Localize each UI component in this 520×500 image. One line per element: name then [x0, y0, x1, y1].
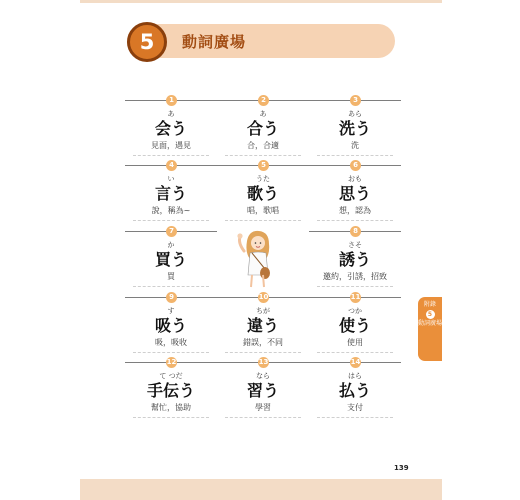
verb-meaning: 說，稱為~: [151, 206, 191, 215]
verb-number: 13: [258, 358, 269, 366]
dashed-divider: [225, 220, 301, 221]
verb-word: 使う: [338, 316, 371, 335]
dashed-divider: [317, 417, 393, 418]
verb-number: 10: [258, 293, 269, 301]
verb-meaning: 邀約，引誘，招致: [323, 272, 387, 281]
verb-number: 6: [350, 160, 361, 171]
chapter-title: 動詞廣場: [182, 33, 247, 51]
verb-number: 11: [350, 293, 361, 301]
verb-meaning: 使用: [347, 338, 363, 347]
verb-card: [217, 357, 309, 423]
side-tab-bottom: 動詞廣場: [418, 320, 443, 327]
verb-word: 払う: [338, 381, 371, 400]
dashed-divider: [225, 352, 301, 353]
verb-word: 買う: [154, 250, 187, 269]
verb-meaning: 錯誤，不同: [243, 338, 283, 347]
verb-card: [125, 226, 217, 292]
verb-card: [217, 160, 309, 226]
dashed-divider: [317, 286, 393, 287]
verb-furigana: ちが: [256, 307, 270, 315]
verb-meaning: 買: [167, 272, 175, 281]
verb-furigana: あら: [348, 110, 362, 118]
verb-word: 吸う: [154, 316, 187, 335]
dashed-divider: [133, 155, 209, 156]
chapter-header-band: [127, 24, 395, 58]
dashed-divider: [133, 352, 209, 353]
verb-furigana: か: [167, 241, 175, 249]
dashed-divider: [225, 155, 301, 156]
dashed-divider: [225, 417, 301, 418]
verb-furigana: おも: [348, 175, 362, 183]
verb-word: 言う: [154, 184, 187, 203]
dashed-divider: [133, 417, 209, 418]
verb-furigana: さそ: [348, 241, 362, 249]
verb-meaning: 吸，吸收: [155, 338, 187, 347]
dashed-divider: [133, 220, 209, 221]
verb-number: 5: [258, 160, 269, 171]
verb-word: 洗う: [338, 119, 371, 138]
verb-furigana: なら: [256, 372, 270, 380]
verb-number: 4: [166, 160, 177, 171]
side-tab-top: 附錄: [423, 301, 436, 308]
verb-word: 合う: [246, 119, 279, 138]
verb-meaning: 支付: [347, 403, 363, 412]
verb-number: 14: [350, 358, 361, 366]
verb-meaning: 學習: [255, 403, 271, 412]
verb-word: 歌う: [246, 184, 279, 203]
verb-card: [217, 95, 309, 161]
page-number: 139: [394, 464, 409, 472]
verb-meaning: 想，認為: [339, 206, 371, 215]
verb-card: [309, 160, 401, 226]
side-tab-number: 5: [426, 310, 435, 319]
verb-word: 違う: [246, 316, 279, 335]
verb-meaning: 唱，歌唱: [247, 206, 279, 215]
verb-furigana: て つだ: [159, 372, 183, 380]
verb-card: [125, 160, 217, 226]
verb-card: [125, 95, 217, 161]
verb-furigana: い: [167, 175, 175, 183]
dashed-divider: [133, 286, 209, 287]
verb-furigana: あ: [167, 110, 175, 118]
verb-meaning: 見面，遇見: [151, 141, 191, 150]
verb-word: 誘う: [338, 250, 371, 269]
verb-number: 3: [350, 95, 361, 106]
verb-word: 手伝う: [146, 381, 195, 400]
verb-number: 2: [258, 95, 269, 106]
page-top-edge: [80, 0, 442, 3]
verb-card: [309, 95, 401, 161]
verb-card: [309, 226, 401, 292]
verb-card: [125, 357, 217, 423]
verb-meaning: 幫忙，協助: [151, 403, 191, 412]
verb-number: 12: [166, 358, 177, 366]
verb-word: 会う: [154, 119, 187, 138]
verb-number: 1: [166, 95, 177, 106]
page-bottom-edge: [80, 479, 442, 500]
dashed-divider: [317, 220, 393, 221]
verb-meaning: 合，合適: [247, 141, 279, 150]
verb-furigana: うた: [256, 175, 270, 183]
verb-furigana: つか: [348, 307, 362, 315]
verb-card: [125, 292, 217, 358]
verb-number: 9: [166, 292, 177, 303]
verb-word: 習う: [246, 381, 279, 400]
appendix-side-tab: [418, 297, 442, 361]
verb-card: [309, 292, 401, 358]
girl-waving-icon: [232, 229, 282, 289]
verb-furigana: あ: [259, 110, 267, 118]
verb-number: 8: [350, 226, 361, 237]
verb-meaning: 洗: [351, 141, 359, 150]
verb-furigana: はら: [348, 372, 362, 380]
verb-card: [309, 357, 401, 423]
chapter-number-badge: 5: [127, 22, 167, 62]
verb-furigana: す: [167, 307, 175, 315]
verb-card: [217, 292, 309, 358]
dashed-divider: [317, 155, 393, 156]
verb-number: 7: [166, 226, 177, 237]
dashed-divider: [317, 352, 393, 353]
verb-word: 思う: [338, 184, 371, 203]
